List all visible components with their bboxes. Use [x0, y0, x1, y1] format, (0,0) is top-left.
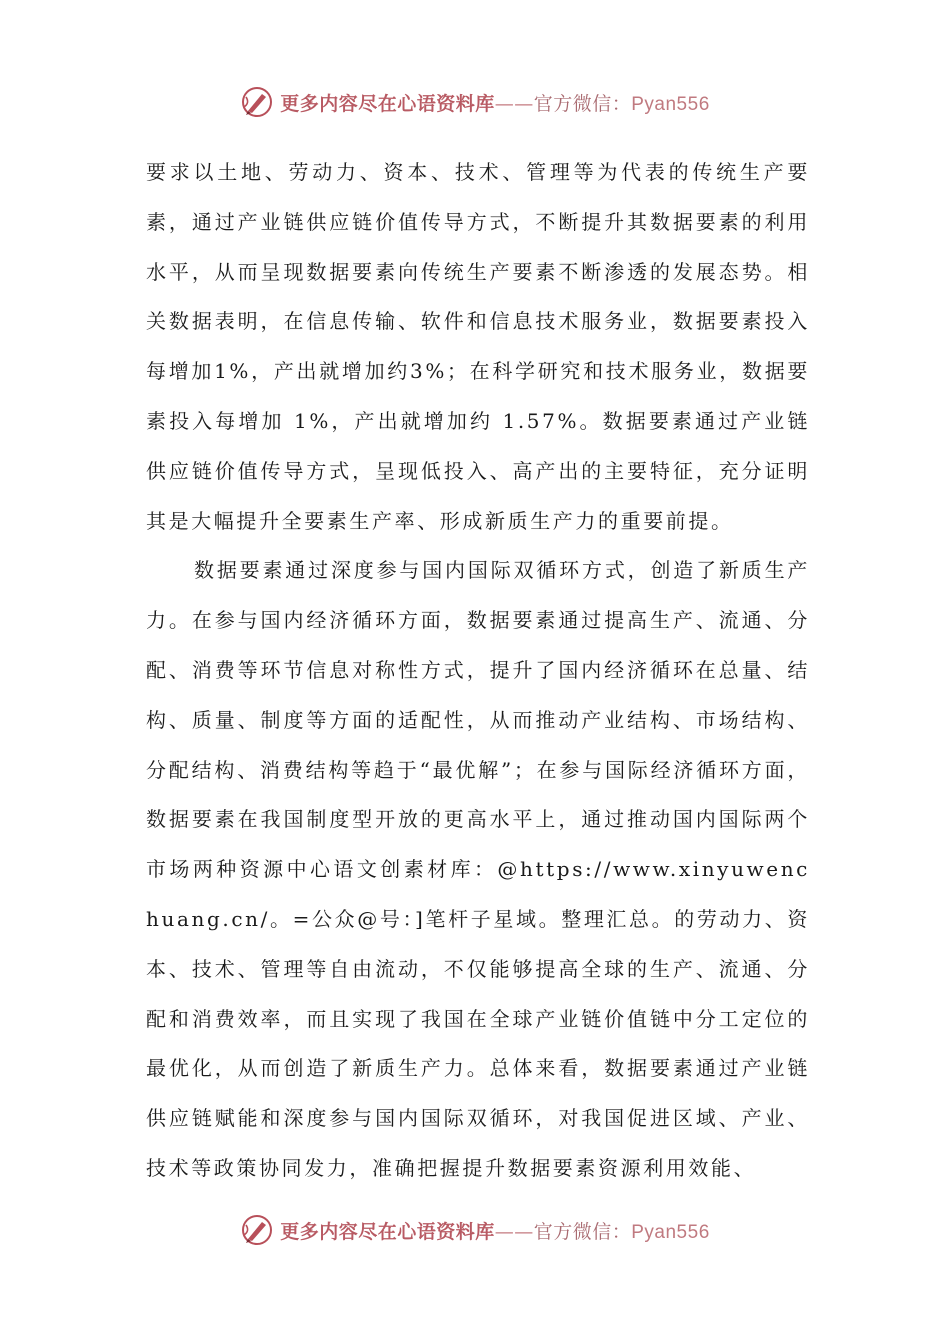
- banner-wechat-label: 官方微信：: [533, 92, 632, 115]
- banner-wechat-label: 官方微信：: [533, 1220, 632, 1243]
- banner-text: [280, 89, 710, 116]
- banner-wechat-id: Pyan556: [631, 1221, 710, 1243]
- document-body: [146, 148, 810, 1194]
- paragraph-2: 数据要素通过深度参与国内国际双循环方式，创造了新质生产力。在参与国内经济循环方面，数据要素通过提高生产、流通、分配、消费等环节信息对称性方式，提升了国内经济循环在总量、结构、质量、制度等方面的适配性，从而推动产业结构、市场结构、分配结构、消费结构等趋于“最优解”；在参与国际经济循环方面，数据要素在我国制度型开放的更高水平上，通过推动国内国际两个市场两种资源中心语文创素材库：@https://www.xinyuwenchuang.cn/。=公众@号：]笔杆子星域。整理汇总。的劳动力、资本、技术、管理等自由流动，不仅能够提高全球的生产、流通、分配和消费效率，而且实现了我国在全球产业链价值链中分工定位的最优化，从而创造了新质生产力。总体来看，数据要素通过产业链供应链赋能和深度参与国内国际双循环，对我国促进区域、产业、技术等政策协同发力，准确把握提升数据要素资源利用效能、: [146, 558, 810, 1180]
- footer-banner: [0, 1208, 950, 1252]
- paragraph-1: 要求以土地、劳动力、资本、技术、管理等为代表的传统生产要素，通过产业链供应链价值传导方式，不断提升其数据要素的利用水平，从而呈现数据要素向传统生产要素不断渗透的发展态势。相关数据表明，在信息传输、软件和信息技术服务业，数据要素投入每增加1%，产出就增加约3%；在科学研究和技术服务业，数据要素投入每增加 1%，产出就增加约 1.57%。数据要素通过产业链供应链价值传导方式，呈现低投入、高产出的主要特征，充分证明其是大幅提升全要素生产率、形成新质生产力的重要前提。: [146, 160, 810, 533]
- header-banner: [0, 80, 950, 124]
- banner-main-text: 更多内容尽在心语资料库: [280, 92, 495, 115]
- banner-text: [280, 1217, 710, 1244]
- banner-wechat-id: Pyan556: [631, 93, 710, 115]
- pen-logo-icon: [240, 85, 274, 119]
- banner-dash: ——: [494, 1220, 534, 1243]
- pen-logo-icon: [240, 1213, 274, 1247]
- banner-dash: ——: [494, 92, 534, 115]
- banner-main-text: 更多内容尽在心语资料库: [280, 1220, 495, 1243]
